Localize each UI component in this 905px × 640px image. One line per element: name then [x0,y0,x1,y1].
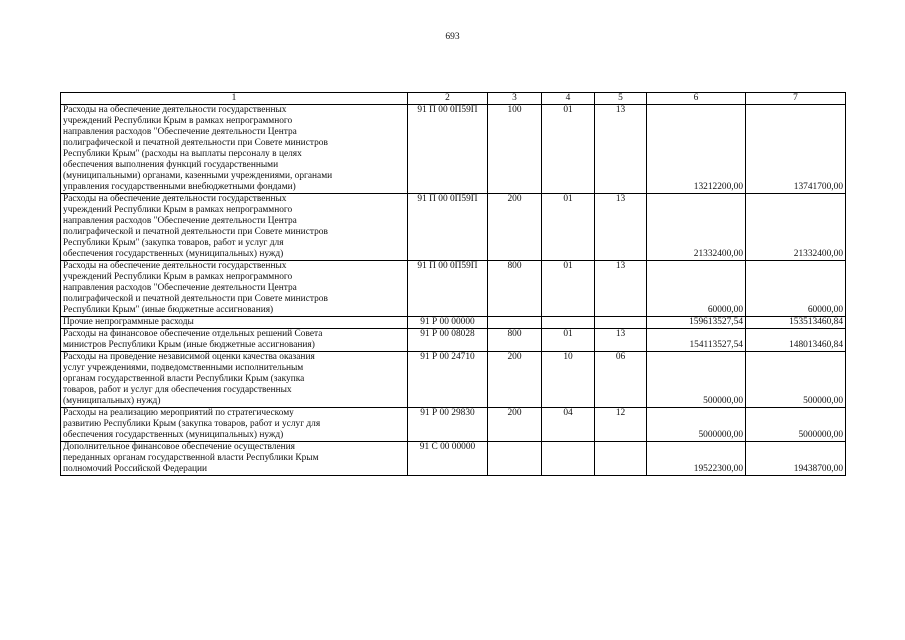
header-cell: 1 [61,93,408,105]
amount-cell: 5000000,00 [746,408,846,442]
expense-name-cell: Расходы на реализацию мероприятий по стратегическому развитию Республики Крым (закупка товаров, работ и услуг для обеспечения государственных (муниципальных) нужд) [61,408,408,442]
amount-cell: 19438700,00 [746,442,846,476]
expense-name-cell: Расходы на обеспечение деятельности государственных учреждений Республики Крым в рамках непрограммного направления расходов "Обеспечение деятельности Центра полиграфической и печатной деятельности при Совете министров Республики Крым" (иные бюджетные ассигнования) [61,261,408,317]
header-cell: 6 [647,93,746,105]
amount-cell: 159613527,54 [647,317,746,329]
header-row [61,93,846,105]
target-code-cell: 91 Р 00 08028 [408,329,488,352]
amount-cell: 153513460,84 [746,317,846,329]
amount-cell: 500000,00 [647,352,746,408]
expense-name-cell: Расходы на обеспечение деятельности государственных учреждений Республики Крым в рамках непрограммного направления расходов "Обеспечение деятельности Центра полиграфической и печатной деятельности при Совете министров Республики Крым" (расходы на выплаты персоналу в целях обеспечения выполнения функций государственными (муниципальными) органами, казенными учреждениями, органами управления государственными внебюджетными фондами) [61,105,408,194]
header-cell: 5 [595,93,647,105]
table-row [61,352,846,408]
amount-cell: 5000000,00 [647,408,746,442]
section-cell [542,442,595,476]
page-number: 693 [445,32,460,42]
header-cell: 7 [746,93,846,105]
expense-type-cell: 800 [488,329,542,352]
expense-type-cell: 200 [488,194,542,261]
section-cell: 10 [542,352,595,408]
header-cell: 4 [542,93,595,105]
target-code-cell: 91 П 00 0П59П [408,105,488,194]
subsection-cell: 13 [595,105,647,194]
amount-cell: 19522300,00 [647,442,746,476]
table-row [61,329,846,352]
header-cell: 2 [408,93,488,105]
table-row [61,261,846,317]
table-row [61,408,846,442]
target-code-cell: 91 С 00 00000 [408,442,488,476]
target-code-cell: 91 Р 00 24710 [408,352,488,408]
expense-type-cell: 800 [488,261,542,317]
expense-name-cell: Дополнительное финансовое обеспечение осуществления переданных органам государственной власти Республики Крым полномочий Российской Федерации [61,442,408,476]
subsection-cell: 06 [595,352,647,408]
target-code-cell: 91 П 00 0П59П [408,194,488,261]
table-row [61,317,846,329]
subsection-cell [595,442,647,476]
expense-type-cell [488,442,542,476]
target-code-cell: 91 Р 00 00000 [408,317,488,329]
expense-name-cell: Прочие непрограммные расходы [61,317,408,329]
subsection-cell: 13 [595,261,647,317]
amount-cell: 148013460,84 [746,329,846,352]
expense-type-cell: 200 [488,408,542,442]
section-cell: 04 [542,408,595,442]
expense-type-cell: 100 [488,105,542,194]
expense-name-cell: Расходы на обеспечение деятельности государственных учреждений Республики Крым в рамках непрограммного направления расходов "Обеспечение деятельности Центра полиграфической и печатной деятельности при Совете министров Республики Крым" (закупка товаров, работ и услуг для обеспечения государственных (муниципальных) нужд) [61,194,408,261]
header-cell: 3 [488,93,542,105]
section-cell: 01 [542,194,595,261]
table-row [61,194,846,261]
amount-cell: 60000,00 [746,261,846,317]
amount-cell: 13212200,00 [647,105,746,194]
subsection-cell: 12 [595,408,647,442]
section-cell: 01 [542,261,595,317]
table-body [61,93,846,476]
amount-cell: 21332400,00 [647,194,746,261]
amount-cell: 154113527,54 [647,329,746,352]
section-cell: 01 [542,329,595,352]
subsection-cell: 13 [595,329,647,352]
target-code-cell: 91 П 00 0П59П [408,261,488,317]
expense-name-cell: Расходы на финансовое обеспечение отдельных решений Совета министров Республики Крым (иные бюджетные ассигнования) [61,329,408,352]
expense-name-cell: Расходы на проведение независимой оценки качества оказания услуг учреждениями, подведомственными исполнительным органам государственной власти Республики Крым (закупка товаров, работ и услуг для обеспечения государственных (муниципальных) нужд) [61,352,408,408]
subsection-cell [595,317,647,329]
table-row [61,105,846,194]
target-code-cell: 91 Р 00 29830 [408,408,488,442]
amount-cell: 60000,00 [647,261,746,317]
expense-type-cell: 200 [488,352,542,408]
amount-cell: 500000,00 [746,352,846,408]
budget-table [60,92,846,476]
section-cell [542,317,595,329]
subsection-cell: 13 [595,194,647,261]
amount-cell: 21332400,00 [746,194,846,261]
amount-cell: 13741700,00 [746,105,846,194]
section-cell: 01 [542,105,595,194]
table-row [61,442,846,476]
expense-type-cell [488,317,542,329]
